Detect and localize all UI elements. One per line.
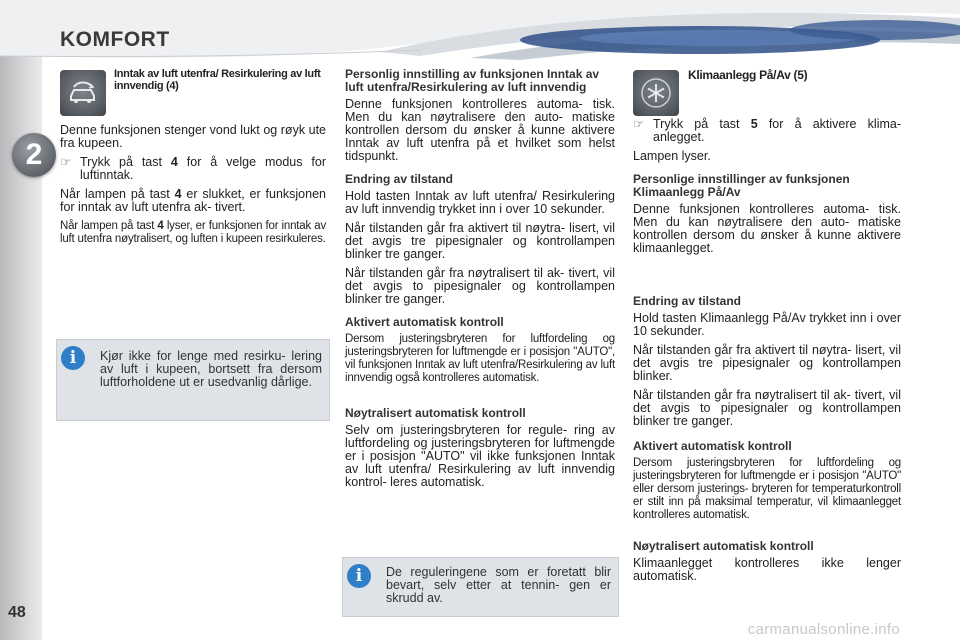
paragraph: Hold tasten Klimaanlegg På/Av trykket inn i over 10 sekunder. [633,311,901,338]
paragraph: Denne funksjonen kontrolleres automa- tisk. Men du kan nøytralisere den auto- matiske kontrollen dersom du ønsker å kunne aktivere klimaanlegget. [633,202,901,255]
paragraph: Hold tasten Inntak av luft utenfra/ Resirkulering av luft innvendig trykket inn i over 10 sekunder. [345,189,615,216]
watermark: carmanualsonline.info [747,621,900,638]
paragraph: Denne funksjonen kontrolleres automa- tisk. Men du kan nøytralisere den auto- matiske kontrollen dersom du ønsker å kunne aktivere Inntak av luft utenfra på et hvilket som helst tidspunkt. [345,97,615,163]
paragraph: Når tilstanden går fra nøytralisert til ak- tivert, vil det avgis to pipesignaler og kontrollampen blinker tre ganger. [345,266,615,306]
info-text: De reguleringene som er foretatt blir bevart, selv etter at tennin- gen er skrudd av. [386,565,611,605]
section-heading: Personlige innstillinger av funksjonen Klimaanlegg På/Av [633,172,850,199]
info-box [56,339,330,421]
ac-button-icon [633,70,679,116]
column-3 [633,118,901,589]
section-heading: Endring av tilstand [633,294,742,308]
paragraph: Dersom justeringsbryteren for luftfordeling og justeringsbryteren for luftmengde er i posisjon "AUTO" eller dersom justerings- bryteren for temperaturkontroll er stilt inn på maksimal temperatur, vil klimaanlegget kontrolleres automatisk. [633,457,901,521]
ac-title: Klimaanlegg På/Av (5) [688,68,808,82]
paragraph [60,188,326,214]
chapter-badge: 2 [12,133,56,177]
info-icon: i [61,346,85,370]
chapter-sidebar [0,0,42,640]
text: for å aktivere klima- anlegget. [653,117,902,144]
key-number: 4 [157,220,164,232]
text: for å velge modus for luftinntak. [80,155,326,182]
text: Når lampen på tast [60,187,175,201]
section-heading: Nøytralisert automatisk kontroll [345,406,526,420]
section-heading: Aktivert automatisk kontroll [345,315,504,329]
info-icon: i [347,564,371,588]
page-number: 48 [8,604,26,621]
pointing-hand-icon: ☞ [60,155,72,169]
recirculation-button-icon [60,70,106,116]
section-heading: Nøytralisert automatisk kontroll [633,539,814,553]
paragraph: Denne funksjonen stenger vond lukt og røyk ute fra kupeen. [60,123,326,150]
bullet-item [633,118,901,144]
paragraph: Når tilstanden går fra aktivert til nøytra- lisert, vil det avgis tre pipesignaler og kontrollampen blinker. [633,343,901,383]
key-number: 4 [170,155,178,169]
text: lyser, er funksjonen for inntak av luft utenfra nøytralisert, og luften i kupeen resirkuleres. [60,220,326,245]
section-heading: Aktivert automatisk kontroll [633,439,792,453]
paragraph: Selv om justeringsbryteren for regule- ring av luftfordeling og justeringsbryteren for luftmengde er i posisjon "AUTO" vil ikke funksjonen Inntak av luft utenfra/ Resirkulering av luft innvendig kontrol- leres automatisk. [345,423,615,489]
paragraph: Klimaanlegget kontrolleres ikke lenger automatisk. [633,556,901,583]
recirculation-title: Inntak av luft utenfra/ Resirkulering av luft innvendig (4) [114,68,321,92]
text: Trykk på tast [653,117,751,131]
paragraph: Lampen lyser. [633,149,711,163]
key-number: 5 [750,117,758,131]
text: er slukket, er funksjonen for inntak av luft utenfra ak- tivert. [60,187,326,214]
text: Når lampen på tast [60,220,158,232]
section-heading: Personlig innstilling av funksjonen Inntak av luft utenfra/Resirkulering av luft innvendig [345,67,600,94]
paragraph: Når tilstanden går fra aktivert til nøytra- lisert, vil det avgis tre pipesignaler og kontrollampen blinker tre ganger. [345,221,615,261]
paragraph: Dersom justeringsbryteren for luftfordeling og justeringsbryteren for luftmengde er i posisjon "AUTO", vil funksjonen Inntak av luft utenfra/Resirkulering av luft innvendig også kontrolleres automatisk. [345,333,615,384]
pointing-hand-icon: ☞ [633,117,645,131]
paragraph [60,220,326,246]
text: Trykk på tast [80,155,171,169]
key-number: 4 [174,187,182,201]
page-title: KOMFORT [60,28,170,51]
paragraph: Når tilstanden går fra nøytralisert til ak- tivert, vil det avgis to pipesignaler og kontrollampen blinker tre ganger. [633,388,901,428]
column-1 [60,124,326,252]
info-box [342,557,619,617]
section-heading: Endring av tilstand [345,172,454,186]
info-text: Kjør ikke for lenge med resirku- lering av luft i kupeen, bortsett fra dersom luftforholdene ut er usedvanlig dårlige. [100,349,322,389]
bullet-item [60,156,326,182]
column-2 [345,68,615,495]
